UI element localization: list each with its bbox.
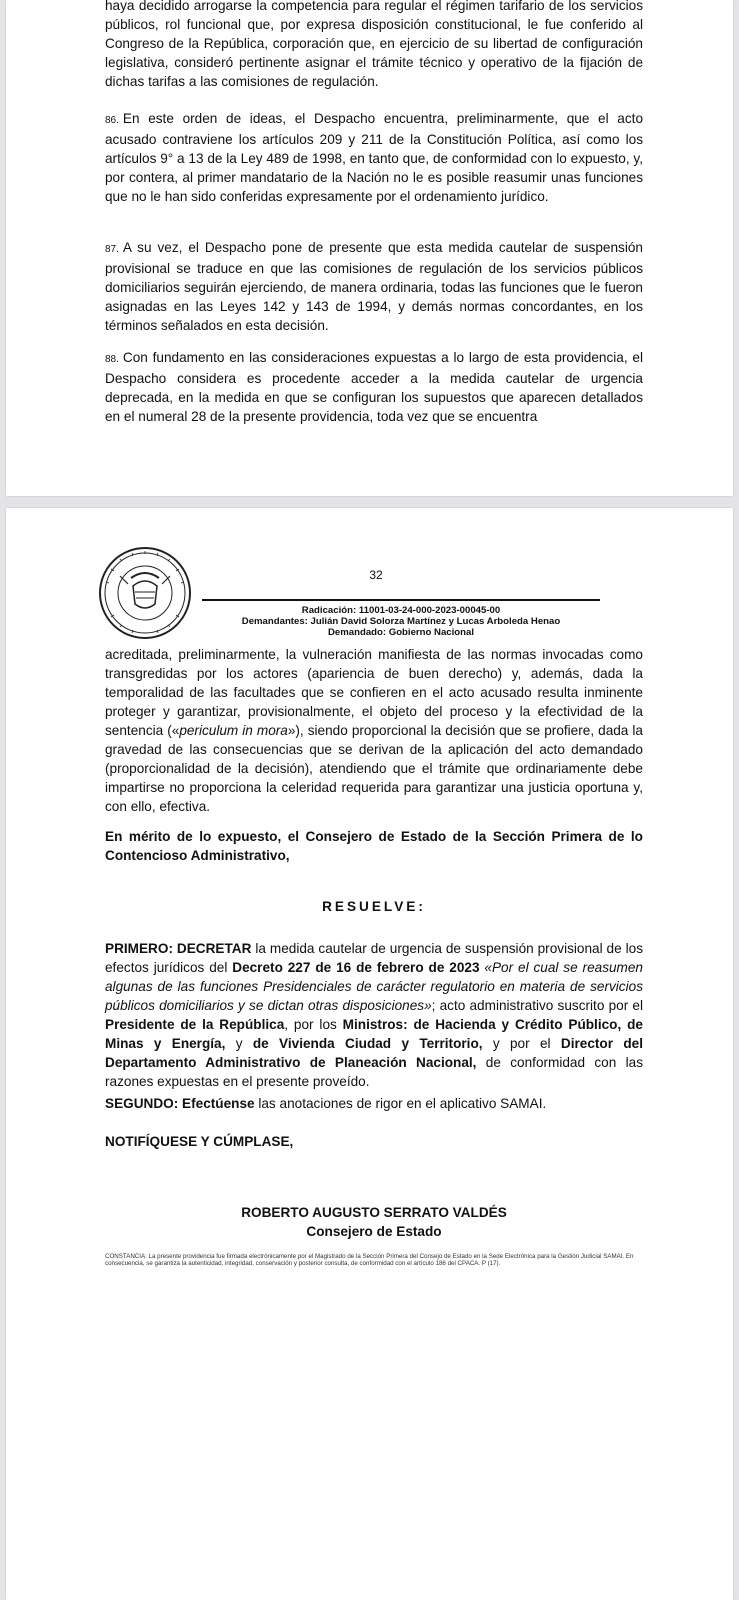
demandantes: Demandantes: Julián David Solorza Martínez y Lucas Arboleda Henao	[241, 616, 561, 627]
paragraph-continuation: haya decidido arrogarse la competencia para regular el régimen tarifario de los servicios públicos, rol funcional que, por expresa disposición constitucional, le fue conferido al Congreso de la República, corporación que, en ejercicio de su libertad de configuración legislativa, consideró pertinente asignar el trámite técnico y operativo de la fijación de dichas tarifas a las comisiones de regulación.	[105, 0, 643, 89]
document-page-32	[6, 508, 733, 1600]
resuelve-heading: RESUELVE:	[322, 899, 426, 914]
paragraph-number: 88.	[105, 354, 119, 365]
notifiquese-statement: NOTIFÍQUESE Y CÚMPLASE,	[105, 1134, 294, 1149]
paragraph-number: 87.	[105, 244, 119, 255]
signer-name: ROBERTO AUGUSTO SERRATO VALDÉS	[241, 1205, 507, 1220]
paragraph-number: 86.	[105, 115, 119, 126]
paragraph-88: 88. Con fundamento en las consideraciones expuestas a lo largo de esta providencia, el Despacho considera es procedente acceder a la medida cautelar de urgencia deprecada, en la medida en que se configuran los supuestos que aparecen detallados en el numeral 28 de la presente providencia, toda vez que se encuentra	[105, 350, 643, 424]
consejo-de-estado-seal-icon	[98, 546, 192, 640]
constancia-note: CONSTANCIA: La presente providencia fue firmada electrónicamente por el Magistrado de la Sección Primera del Consejo de Estado en la Sede Electrónica para la Gestión Judicial SAMAI. En consecuencia, se garantiza la autenticidad, integridad, conservación y posterior consulta, de conformidad con el artículo 186 del CPACA. P (17).	[105, 1253, 634, 1268]
resolutivo-primero: PRIMERO: DECRETAR la medida cautelar de urgencia de suspensión provisional de los efectos jurídicos del Decreto 227 de 16 de febrero de 2023 «Por el cual se reasumen algunas de las funciones Presidenciales de carácter regulatorio en materia de servicios públicos domiciliarios y se dictan otras disposiciones»; acto administrativo suscrito por el Presidente de la República, por los Ministros: de Hacienda y Crédito Público, de Minas y Energía, y de Vivienda Ciudad y Territorio, y por el Director del Departamento Administrativo de Planeación Nacional, de conformidad con las razones expuestas en el presente proveído.	[105, 941, 644, 1089]
paragraph-continuation: acreditada, preliminarmente, la vulneración manifiesta de las normas invocadas como transgredidas por los actores (apariencia de buen derecho) y, además, dada la temporalidad de las facultades que se confieren en el acto acusado resulta inminente proteger y garantizar, provisionalmente, el objeto del proceso y la efectividad de la sentencia («periculum in mora»), siendo proporcional la decisión que se profiere, dada la gravedad de las consecuencias que se derivan de la aplicación del acto demandado (proporcionalidad de la decisión), atendiendo que el trámite que ordinariamente debe impartirse no proporciona la celeridad requerida para garantizar una justicia oportuna y, con ello, efectiva.	[105, 647, 643, 814]
radicacion: Radicación: 11001-03-24-000-2023-00045-00	[301, 605, 501, 616]
signer-title: Consejero de Estado	[306, 1224, 442, 1239]
merito-statement: En mérito de lo expuesto, el Consejero de Estado de la Sección Primera de lo Contencioso Administrativo,	[105, 829, 643, 863]
paragraph-86: 86. En este orden de ideas, el Despacho encuentra, preliminarmente, que el acto acusado contraviene los artículos 209 y 211 de la Constitución Política, así como los artículos 9° a 13 de la Ley 489 de 1998, en tanto que, de conformidad con lo expuesto, y, por contera, al primer mandatario de la Nación no le es posible reasumir unas funciones que no le han sido conferidas expresamente por el ordenamiento jurídico.	[105, 111, 643, 204]
resolutivo-segundo: SEGUNDO: Efectúense las anotaciones de rigor en el aplicativo SAMAI.	[105, 1096, 547, 1111]
document-page-31	[6, 0, 733, 496]
page-number: 32	[369, 568, 383, 582]
header-rule	[202, 599, 600, 601]
paragraph-87: 87. A su vez, el Despacho pone de presente que esta medida cautelar de suspensión provisional se traduce en que las comisiones de regulación de los servicios públicos domiciliarios seguirán ejerciendo, de manera ordinaria, todas las funciones que le fueron asignadas en las Leyes 142 y 143 de 1994, y demás normas concordantes, en los términos señalados en esta decisión.	[105, 240, 643, 333]
demandado: Demandado: Gobierno Nacional	[327, 627, 475, 638]
